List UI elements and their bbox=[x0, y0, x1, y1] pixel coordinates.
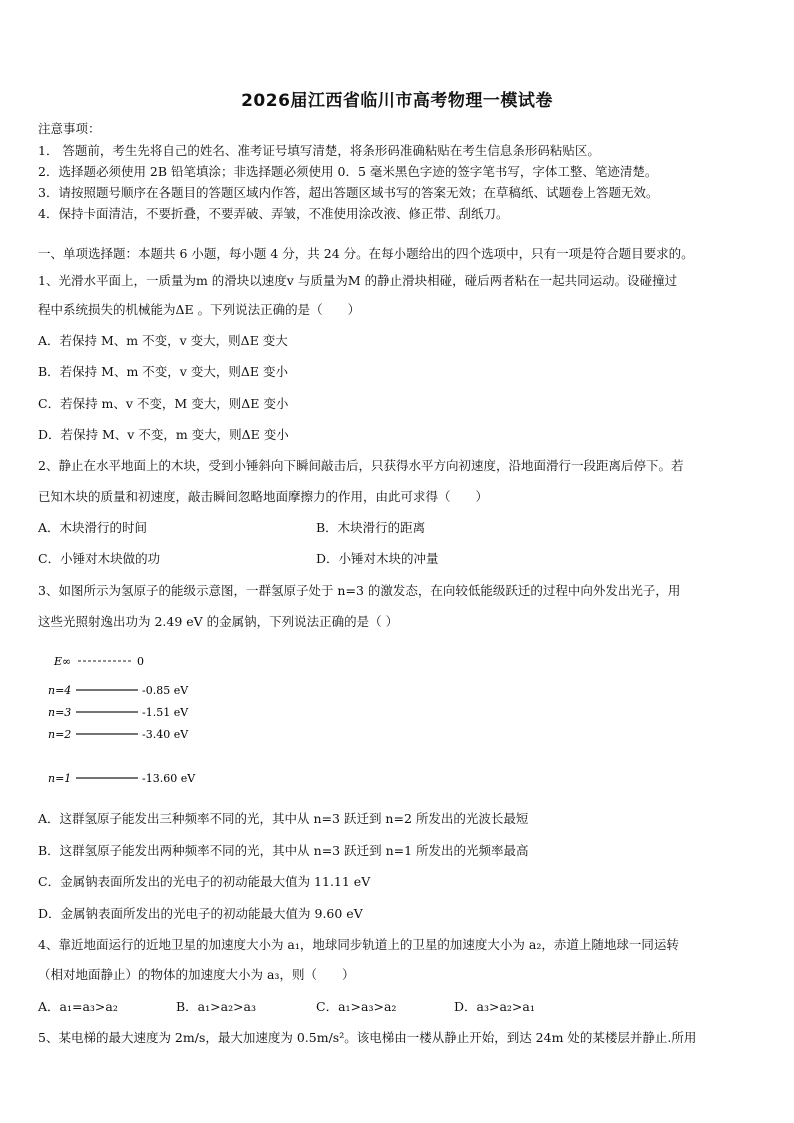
q3-option-d: D．金属钠表面所发出的光电子的初动能最大值为 9.60 eV bbox=[38, 906, 363, 921]
q3-option-a: A．这群氢原子能发出三种频率不同的光，其中从 n=3 跃迁到 n=2 所发出的光波长最短 bbox=[38, 811, 529, 826]
level-energy-inf: 0 bbox=[137, 655, 144, 668]
q2-stem-line1: 2、静止在水平地面上的木块，受到小锤斜向下瞬间敲击后，只获得水平方向初速度，沿地面滑行一段距离后停下。若 bbox=[38, 458, 684, 473]
level-label-inf: E∞ bbox=[54, 655, 72, 668]
q3-stem-line1: 3、如图所示为氢原子的能级示意图，一群氢原子处于 n=3 的激发态，在向较低能级跃迁的过程中向外发出光子，用 bbox=[38, 583, 681, 598]
q4-stem-line2: （相对地面静止）的物体的加速度大小为 a₃，则（ ） bbox=[38, 967, 355, 982]
notice-heading: 注意事项： bbox=[38, 121, 101, 136]
q3-option-b: B．这群氢原子能发出两种频率不同的光，其中从 n=3 跃迁到 n=1 所发出的光频率最高 bbox=[38, 843, 529, 858]
q4-option-a: A．a₁=a₃>a₂ bbox=[38, 999, 118, 1014]
notice-item-2: 2．选择题必须使用 2B 铅笔填涂；非选择题必须使用 0．5 毫米黑色字迹的签字笔书写，字体工整、笔迹清楚。 bbox=[38, 164, 658, 179]
q2-option-c: C．小锤对木块做的功 bbox=[38, 551, 161, 566]
notice-item-3: 3．请按照题号顺序在各题目的答题区域内作答，超出答题区域书写的答案无效；在草稿纸、试题卷上答题无效。 bbox=[38, 185, 659, 200]
level-label-4: n=4 bbox=[48, 684, 72, 697]
q2-option-a: A．木块滑行的时间 bbox=[38, 520, 148, 535]
level-energy-3: -1.51 eV bbox=[142, 706, 189, 719]
section-heading: 一、单项选择题：本题共 6 小题，每小题 4 分，共 24 分。在每小题给出的四个选项中，只有一项是符合题目要求的。 bbox=[38, 246, 694, 261]
q1-option-b: B．若保持 M、m 不变，v 变大，则ΔE 变小 bbox=[38, 364, 288, 379]
q3-stem-line2: 这些光照射逸出功为 2.49 eV 的金属钠，下列说法正确的是（ ） bbox=[38, 614, 399, 629]
q1-stem-line1: 1、光滑水平面上，一质量为m 的滑块以速度v 与质量为M 的静止滑块相碰，碰后两者粘在一起共同运动。设碰撞过 bbox=[38, 273, 678, 288]
q5-stem-line1: 5、某电梯的最大速度为 2m/s，最大加速度为 0.5m/s²。该电梯由一楼从静止开始，到达 24m 处的某楼层并静止.所用 bbox=[38, 1030, 697, 1045]
q3-option-c: C．金属钠表面所发出的光电子的初动能最大值为 11.11 eV bbox=[38, 874, 371, 889]
q4-option-d: D．a₃>a₂>a₁ bbox=[454, 999, 535, 1014]
level-energy-2: -3.40 eV bbox=[142, 728, 189, 741]
level-label-2: n=2 bbox=[48, 728, 72, 741]
level-label-3: n=3 bbox=[48, 706, 72, 719]
q2-stem-line2: 已知木块的质量和初速度，敲击瞬间忽略地面摩擦力的作用，由此可求得（ ） bbox=[38, 489, 489, 504]
level-label-1: n=1 bbox=[48, 772, 72, 785]
q2-option-b: B．木块滑行的距离 bbox=[316, 520, 426, 535]
notice-item-4: 4．保持卡面清洁，不要折叠，不要弄破、弄皱，不准使用涂改液、修正带、刮纸刀。 bbox=[38, 206, 509, 221]
q4-option-c: C．a₁>a₃>a₂ bbox=[316, 999, 397, 1014]
exam-title: 2026届江西省临川市高考物理一模试卷 bbox=[241, 91, 553, 111]
level-energy-1: -13.60 eV bbox=[142, 772, 196, 785]
level-energy-4: -0.85 eV bbox=[142, 684, 189, 697]
notice-item-1: 1． 答题前，考生先将自己的姓名、准考证号填写清楚，将条形码准确粘贴在考生信息条形码粘贴区。 bbox=[38, 143, 600, 158]
q1-option-d: D．若保持 M、v 不变，m 变大，则ΔE 变小 bbox=[38, 427, 289, 442]
q1-stem-line2: 程中系统损失的机械能为ΔE 。下列说法正确的是（ ） bbox=[38, 302, 361, 317]
q4-option-b: B．a₁>a₂>a₃ bbox=[176, 999, 257, 1014]
q1-option-c: C．若保持 m、v 不变，M 变大，则ΔE 变小 bbox=[38, 396, 289, 411]
energy-level-diagram bbox=[44, 648, 204, 788]
q2-option-d: D．小锤对木块的冲量 bbox=[316, 551, 439, 566]
q1-option-a: A．若保持 M、m 不变，v 变大，则ΔE 变大 bbox=[38, 333, 288, 348]
q4-stem-line1: 4、靠近地面运行的近地卫星的加速度大小为 a₁，地球同步轨道上的卫星的加速度大小为 a₂，赤道上随地球一同运转 bbox=[38, 937, 679, 952]
